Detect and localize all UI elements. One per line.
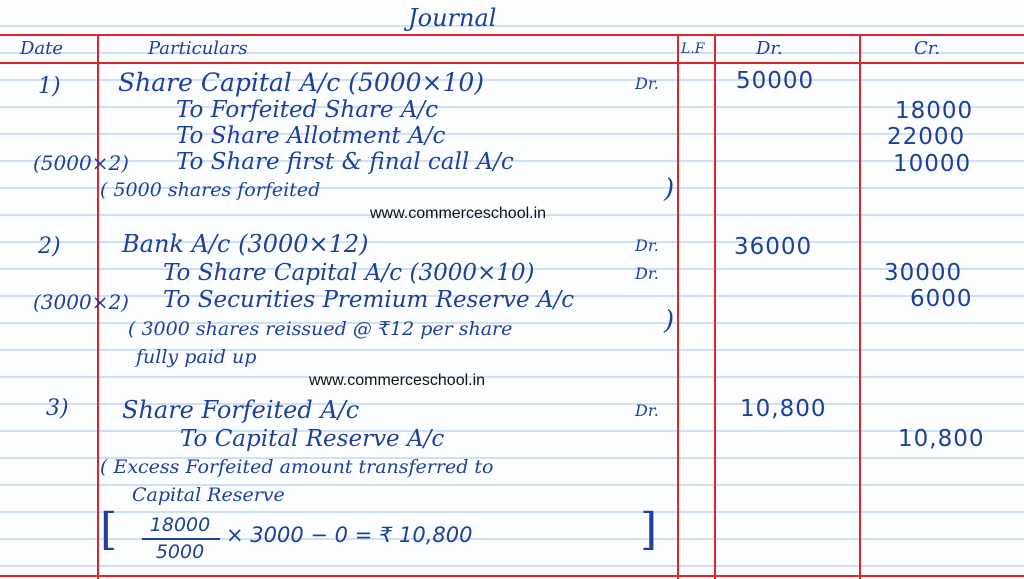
narration: ( Excess Forfeited amount transferred to: [100, 456, 494, 478]
credit-amount: 18000: [895, 98, 974, 124]
narration: fully paid up: [136, 346, 257, 368]
dr-mark: Dr.: [635, 236, 659, 255]
credit-account: To Share Capital A/c (3000×10): [163, 260, 535, 286]
credit-amount: 6000: [910, 286, 973, 312]
header-top-rule: [0, 34, 1024, 36]
credit-account: To Share first & final call A/c: [176, 149, 514, 175]
debit-amount: 10,800: [740, 396, 827, 422]
dr-mark: Dr.: [635, 401, 659, 420]
debit-account: Share Forfeited A/c: [122, 396, 360, 424]
page-bottom-rule: [0, 575, 1024, 577]
debit-account: Bank A/c (3000×12): [122, 230, 369, 258]
header-credit: Cr.: [914, 38, 941, 59]
watermark: www.commerceschool.in: [309, 372, 486, 389]
header-bottom-rule: [0, 62, 1024, 64]
credit-account: To Securities Premium Reserve A/c: [163, 287, 575, 313]
watermark: www.commerceschool.in: [370, 205, 547, 222]
narration: ( 3000 shares reissued @ ₹12 per share: [128, 318, 513, 340]
working-calculation: [100, 504, 660, 563]
header-lf: L.F: [681, 41, 705, 57]
header-date: Date: [20, 38, 64, 59]
narration-close: ): [664, 306, 675, 336]
credit-amount: 10,800: [898, 426, 985, 452]
credit-amount: 22000: [887, 124, 966, 150]
lf-column-left-rule: [677, 34, 679, 579]
entry-number: 3): [46, 396, 69, 421]
credit-account: To Capital Reserve A/c: [180, 426, 445, 452]
dr-mark: Dr.: [635, 264, 659, 283]
working-rest: × 3000 − 0 = ₹ 10,800: [226, 523, 473, 547]
debit-amount: 50000: [736, 68, 815, 94]
debit-column-rule: [859, 34, 861, 579]
bracket-close: ]: [640, 504, 658, 555]
fraction-denominator: 5000: [155, 541, 205, 563]
lf-column-right-rule: [714, 34, 716, 579]
debit-amount: 36000: [734, 234, 813, 260]
narration-close: ): [664, 174, 675, 204]
page-title: Journal: [408, 4, 497, 32]
narration: ( 5000 shares forfeited: [100, 179, 321, 201]
working-note: (5000×2): [33, 151, 129, 175]
credit-amount: 30000: [884, 260, 963, 286]
dr-mark: Dr.: [635, 74, 659, 93]
debit-account: Share Capital A/c (5000×10): [118, 68, 485, 97]
working-note: (3000×2): [33, 290, 129, 314]
header-debit: Dr.: [756, 38, 783, 59]
credit-account: To Forfeited Share A/c: [176, 97, 439, 123]
header-particulars: Particulars: [148, 38, 248, 59]
entry-number: 1): [38, 74, 61, 99]
narration: Capital Reserve: [132, 484, 285, 506]
fraction-numerator: 18000: [149, 514, 211, 536]
credit-account: To Share Allotment A/c: [176, 123, 446, 149]
entry-number: 2): [38, 234, 61, 259]
bracket-open: [: [100, 504, 118, 555]
credit-amount: 10000: [893, 151, 972, 177]
fraction-bar: [142, 538, 220, 540]
